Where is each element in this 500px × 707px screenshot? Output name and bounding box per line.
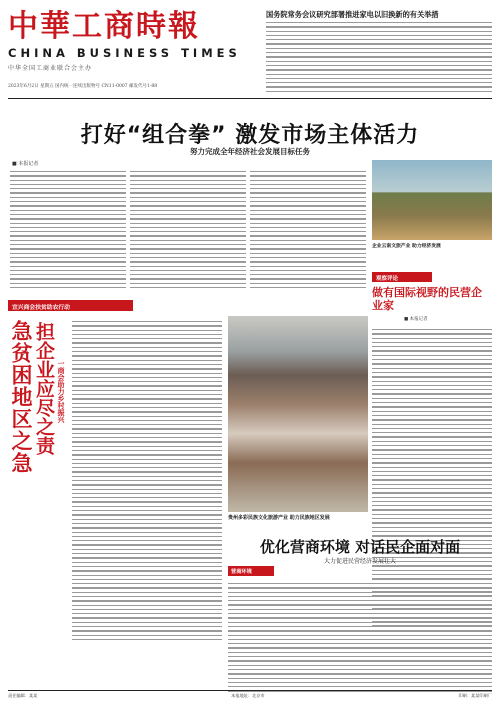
top-right-headline: 国务院常务会议研究部署推进家电以旧换新的有关举措 bbox=[266, 10, 439, 19]
main-article-column-3 bbox=[250, 168, 366, 288]
newspaper-slogan: 中华全国工商业联合会主办 bbox=[8, 65, 93, 72]
masthead bbox=[8, 10, 258, 80]
masthead-divider bbox=[8, 98, 492, 99]
center-photo bbox=[228, 316, 368, 512]
footer bbox=[8, 693, 492, 699]
center-photo-caption: 贵州多彩民族文化旅游产业 助力民族地区发展 bbox=[228, 515, 330, 521]
footer-right: 印刷：某某印刷厂 bbox=[458, 693, 492, 698]
right-photo-caption: 企业云南文旅产业 助力经济发展 bbox=[372, 243, 441, 249]
footer-left: 责任编辑：某某 bbox=[8, 693, 38, 698]
masthead-info: 2023年6月2日 星期五 国内统一连续出版物号 CN11-0007 邮发代号1-88 bbox=[8, 84, 158, 89]
right-feature-byline: ■ 本报记者 bbox=[404, 317, 428, 322]
main-subheadline: 努力完成全年经济社会发展目标任务 bbox=[190, 147, 310, 156]
left-vertical-headline-2: 担企业应尽之责 bbox=[33, 322, 55, 455]
main-headline: 打好“组合拳” 激发市场主体活力 bbox=[80, 123, 420, 148]
article-body-text bbox=[266, 22, 492, 92]
commentary-tag: 观察评论 bbox=[372, 272, 432, 282]
footer-divider bbox=[8, 690, 492, 691]
footer-center: 本报地址：北京市 bbox=[231, 693, 265, 698]
main-article-column-1 bbox=[10, 168, 126, 288]
left-feature-banner: 宜兴商会扶贫助农行动 bbox=[8, 300, 133, 311]
lower-subheadline: 大力促进民营经济发展壮大 bbox=[323, 558, 396, 565]
main-article-column-2 bbox=[130, 168, 246, 288]
main-byline: ■ 本报记者 bbox=[12, 161, 39, 167]
lower-story-tag: 营商环境 bbox=[228, 566, 274, 576]
lower-headline: 优化营商环境 对话民企面对面 bbox=[259, 538, 461, 556]
left-feature-body bbox=[72, 318, 222, 640]
right-feature-headline: 做有国际视野的民营企业家 bbox=[372, 286, 482, 312]
left-vertical-subhead: 一商会助力乡村振兴 bbox=[57, 360, 66, 423]
top-right-article bbox=[266, 10, 492, 96]
lower-story-body bbox=[228, 580, 492, 692]
newspaper-english-name: CHINA BUSINESS TIMES bbox=[8, 46, 241, 60]
left-vertical-headline-1: 急贫困地区之急 bbox=[9, 320, 33, 474]
newspaper-logo: 中華工商時報 bbox=[8, 9, 200, 44]
right-photo bbox=[372, 160, 492, 240]
